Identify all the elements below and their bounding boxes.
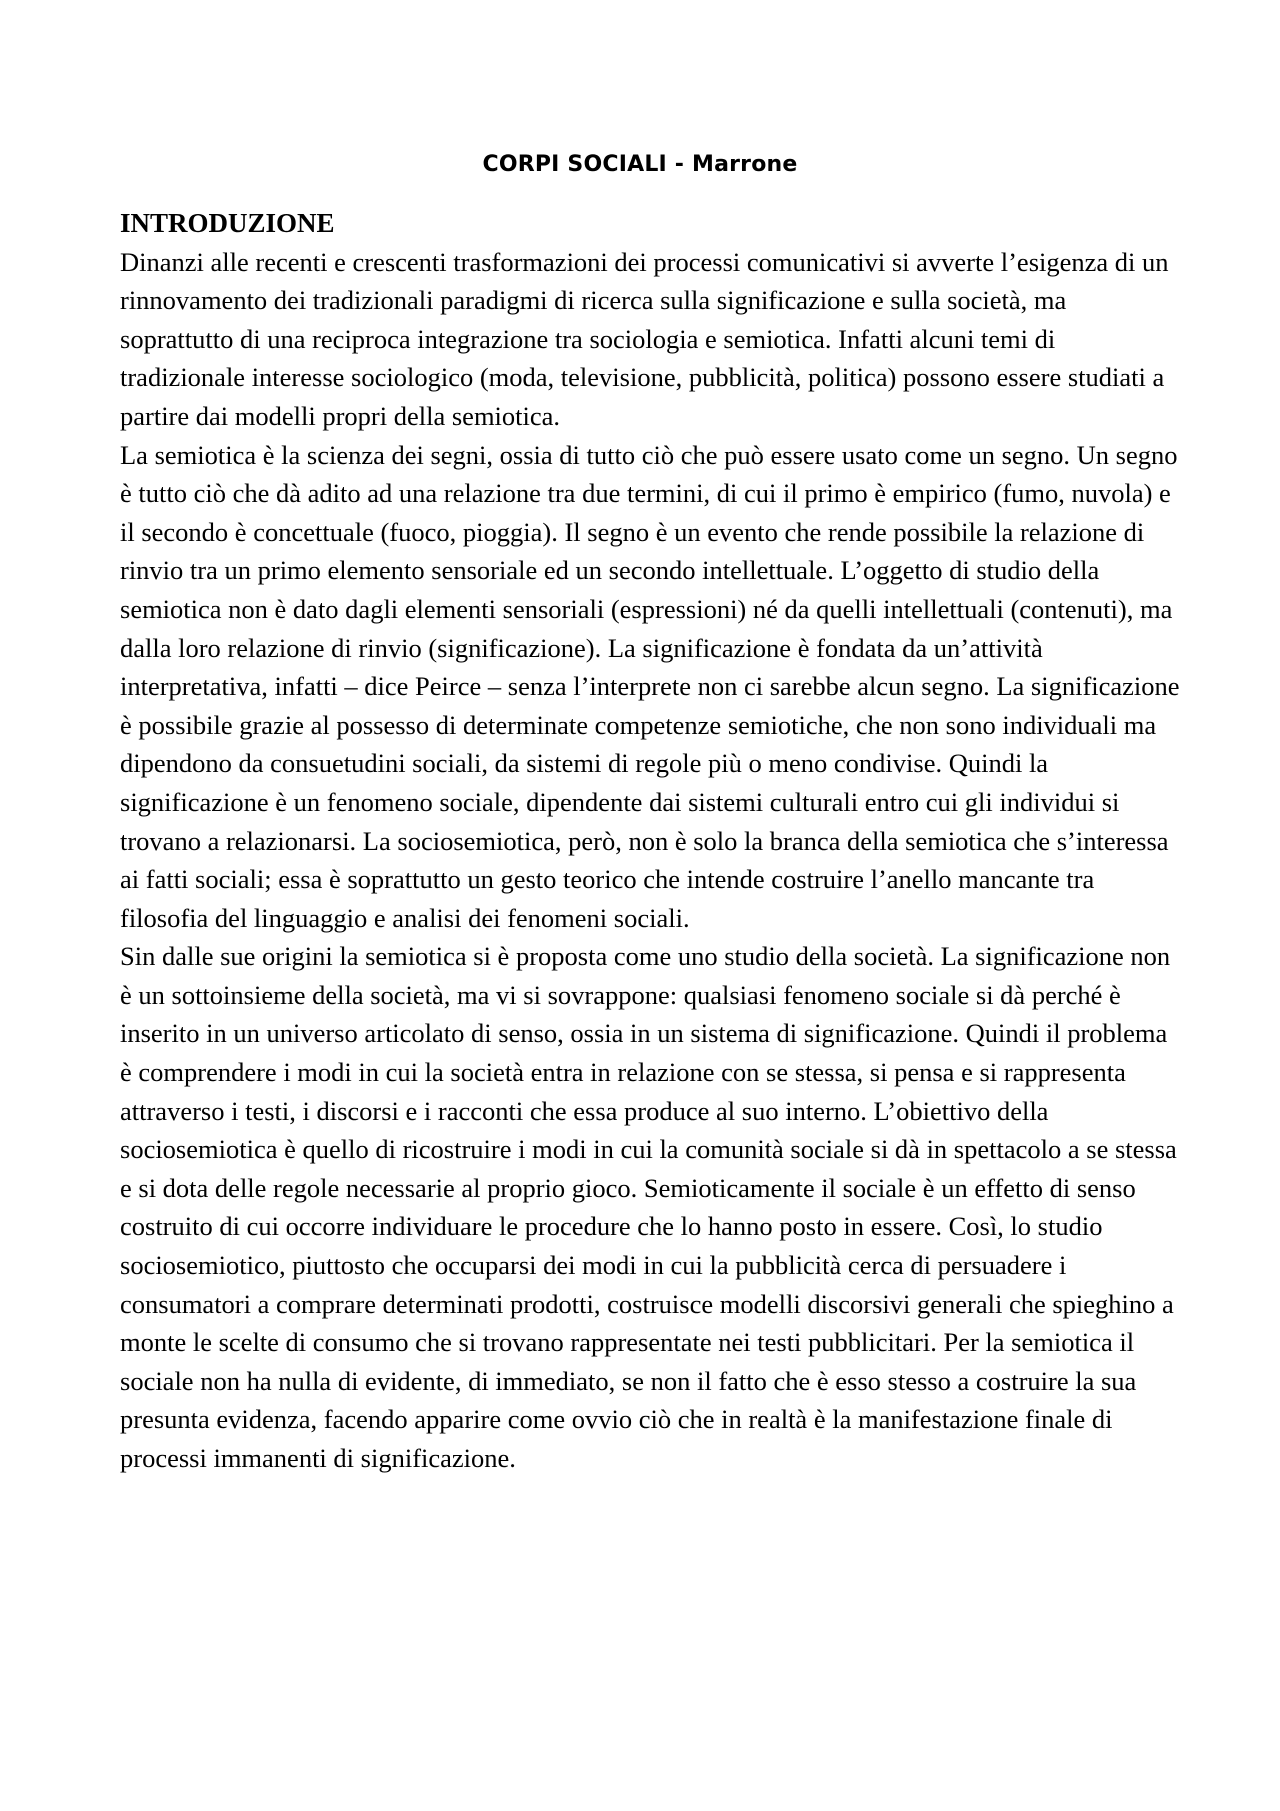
paragraph-intro: Dinanzi alle recenti e crescenti trasformazioni dei processi comunicativi si avverte l’esigenza di un rinnovamento dei tradizionali paradigmi di ricerca sulla significazione e sulla società, ma soprattutto di una reciproca integrazione tra sociologia e semiotica. Infatti alcuni temi di tradizionale interesse sociologico (moda, televisione, pubblicità, politica) possono essere studiati a partire dai modelli propri della semiotica. bbox=[120, 246, 1169, 431]
section-heading: INTRODUZIONE bbox=[120, 208, 335, 238]
document-title: CORPI SOCIALI - Marrone bbox=[482, 152, 798, 177]
document-body bbox=[120, 204, 1180, 1478]
paragraph-semiotics-definition: La semiotica è la scienza dei segni, ossia di tutto ciò che può essere usato come un segno. Un segno è tutto ciò che dà adito ad una relazione tra due termini, di cui il primo è empirico (fumo, nuvola) e il secondo è concettuale (fuoco, pioggia). Il segno è un evento che rende possibile la relazione di rinvio tra un primo elemento sensoriale ed un secondo intellettuale. L’oggetto di studio della semiotica non è dato dagli elementi sensoriali (espressioni) né da quelli intellettuali (contenuti), ma dalla loro relazione di rinvio (significazione). La significazione è fondata da un’attività interpretativa, infatti – dice Peirce – senza l’interprete non ci sarebbe alcun segno. La significazione è possibile grazie al possesso di determinate competenze semiotiche, che non sono individuali ma dipendono da consuetudini sociali, da sistemi di regole più o meno condivise. Quindi la significazione è un fenomeno sociale, dipendente dai sistemi culturali entro cui gli individui si trovano a relazionarsi. La sociosemiotica, però, non è solo la branca della semiotica che s’interessa ai fatti sociali; essa è soprattutto un gesto teorico che intende costruire l’anello mancante tra filosofia del linguaggio e analisi dei fenomeni sociali. bbox=[120, 439, 1180, 933]
paragraph-semiotics-society: Sin dalle sue origini la semiotica si è proposta come uno studio della società. La significazione non è un sottoinsieme della società, ma vi si sovrappone: qualsiasi fenomeno sociale si dà perché è inserito in un universo articolato di senso, ossia in un sistema di significazione. Quindi il problema è comprendere i modi in cui la società entra in relazione con se stessa, si pensa e si rappresenta attraverso i testi, i discorsi e i racconti che essa produce al suo interno. L’obiettivo della sociosemiotica è quello di ricostruire i modi in cui la comunità sociale si dà in spettacolo a se stessa e si dota delle regole necessarie al proprio gioco. Semioticamente il sociale è un effetto di senso costruito di cui occorre individuare le procedure che lo hanno posto in essere. Così, lo studio sociosemiotico, piuttosto che occuparsi dei modi in cui la pubblicità cerca di persuadere i consumatori a comprare determinati prodotti, costruisce modelli discorsivi generali che spieghino a monte le scelte di consumo che si trovano rappresentate nei testi pubblicitari. Per la semiotica il sociale non ha nulla di evidente, di immediato, se non il fatto che è esso stesso a costruire la sua presunta evidenza, facendo apparire come ovvio ciò che in realtà è la manifestazione finale di processi immanenti di significazione. bbox=[120, 941, 1177, 1473]
